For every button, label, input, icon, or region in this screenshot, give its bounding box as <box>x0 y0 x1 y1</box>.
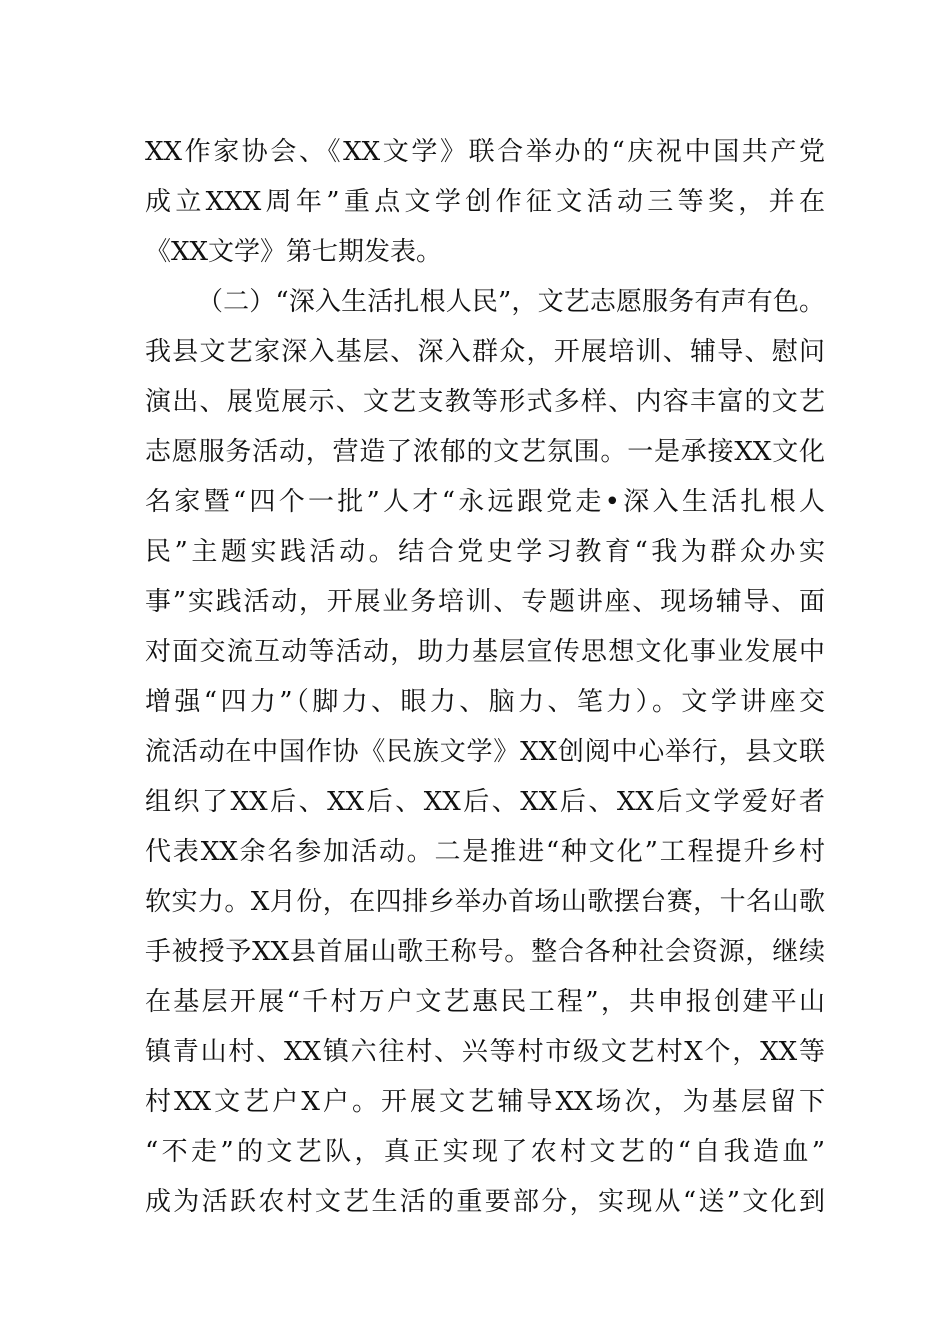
text-line-2: 成立XXX周年”重点文学创作征文活动三等奖，并在 <box>145 187 825 217</box>
section-heading: （二）“深入生活扎根人民”，文艺志愿服务有声有色。 <box>197 287 825 317</box>
text-line-13: 流活动在中国作协《民族文学》XX创阅中心举行，县文联 <box>145 737 825 767</box>
text-line-20: 村XX文艺户X户。开展文艺辅导XX场次，为基层留下 <box>145 1087 825 1117</box>
text-line-7: 志愿服务活动，营造了浓郁的文艺氛围。一是承接XX文化 <box>145 437 825 467</box>
text-line-5: 我县文艺家深入基层、深入群众，开展培训、辅导、慰问 <box>145 337 825 367</box>
text-line-15: 代表XX余名参加活动。二是推进“种文化”工程提升乡村 <box>145 837 825 867</box>
text-line-17: 手被授予XX县首届山歌王称号。整合各种社会资源，继续 <box>145 937 825 967</box>
text-line-3: 《XX文学》第七期发表。 <box>145 237 443 267</box>
text-line-19: 镇青山村、XX镇六往村、兴等村市级文艺村X个，XX等 <box>145 1037 825 1067</box>
text-line-6: 演出、展览展示、文艺支教等形式多样、内容丰富的文艺 <box>145 387 825 417</box>
text-line-21: “不走”的文艺队，真正实现了农村文艺的“自我造血” <box>145 1137 825 1167</box>
text-line-12: 增强“四力”（脚力、眼力、脑力、笔力）。文学讲座交 <box>145 687 825 717</box>
text-line-16: 软实力。X月份，在四排乡举办首场山歌摆台赛，十名山歌 <box>145 887 825 917</box>
text-line-1: XX作家协会、《XX文学》联合举办的“庆祝中国共产党 <box>145 137 825 167</box>
text-line-18: 在基层开展“千村万户文艺惠民工程”，共申报创建平山 <box>145 987 825 1017</box>
text-line-22: 成为活跃农村文艺生活的重要部分，实现从“送”文化到 <box>145 1187 825 1217</box>
text-line-14: 组织了XX后、XX后、XX后、XX后、XX后文学爱好者 <box>145 787 825 817</box>
text-line-9: 民”主题实践活动。结合党史学习教育“我为群众办实 <box>145 537 825 567</box>
text-line-10: 事”实践活动，开展业务培训、专题讲座、现场辅导、面 <box>145 587 825 617</box>
text-line-8: 名家暨“四个一批”人才“永远跟党走•深入生活扎根人 <box>145 487 825 517</box>
text-line-11: 对面交流互动等活动，助力基层宣传思想文化事业发展中 <box>145 637 825 667</box>
